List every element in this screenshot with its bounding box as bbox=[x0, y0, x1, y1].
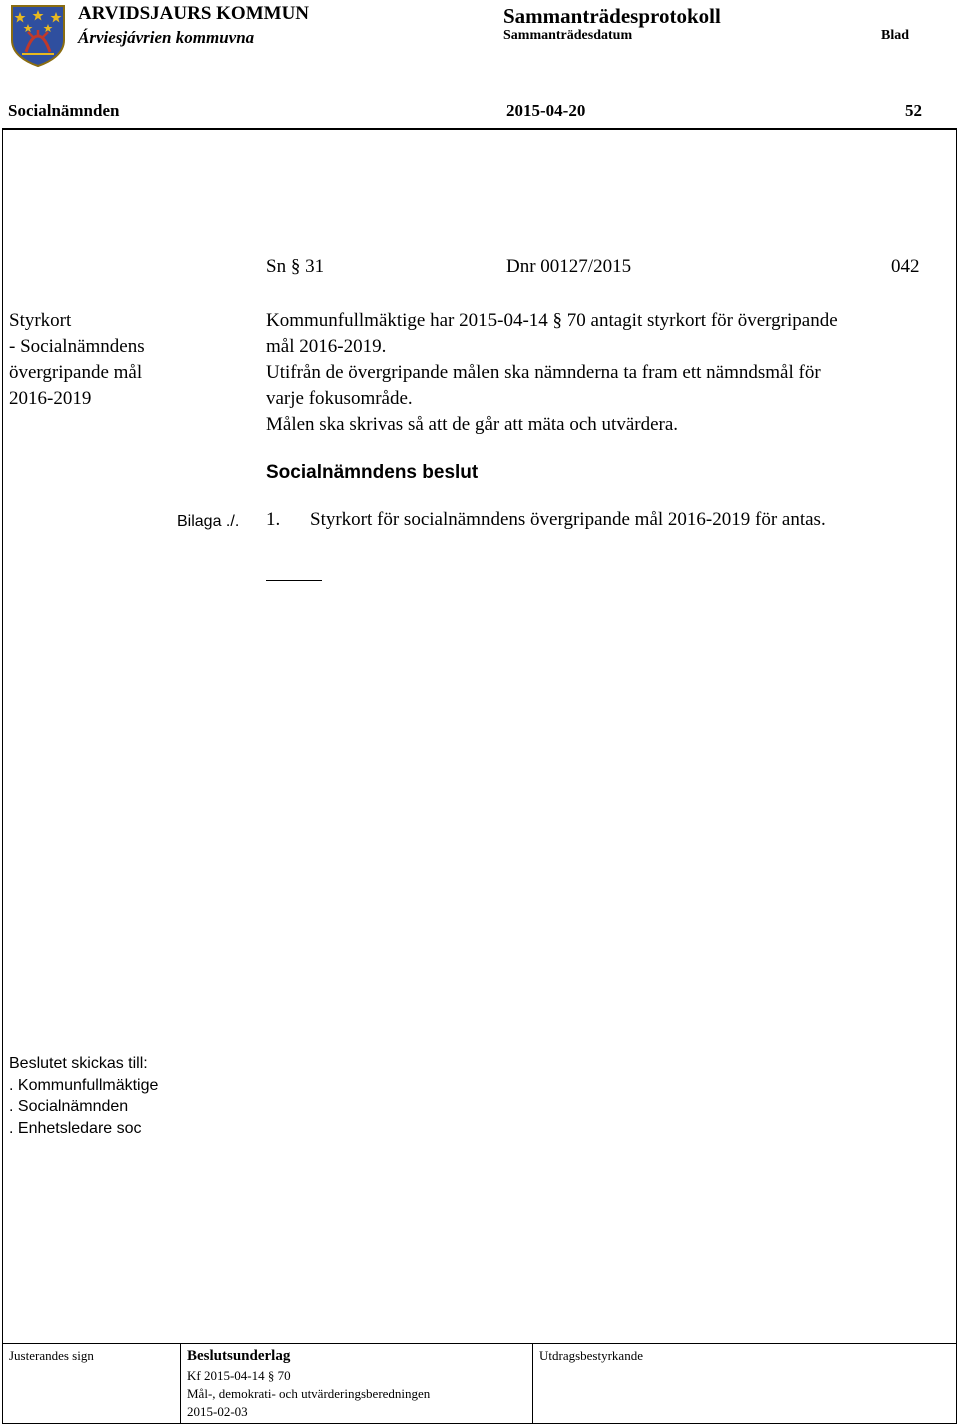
matter-title-line: - Socialnämndens bbox=[9, 336, 145, 357]
footer-column-divider bbox=[532, 1343, 533, 1424]
matter-title-line: Styrkort bbox=[9, 310, 72, 331]
matter-title-line: 2016-2019 bbox=[9, 388, 92, 409]
footer-divider bbox=[2, 1343, 957, 1344]
matter-title bbox=[9, 308, 145, 412]
decision-item-text: Styrkort för socialnämndens övergripande mål 2016-2019 för antas. bbox=[310, 509, 826, 530]
extract-certification-label: Utdragsbestyrkande bbox=[539, 1348, 643, 1363]
organization-name-sami: Árviesjávrien kommuvna bbox=[78, 28, 255, 47]
decision-basis-list bbox=[187, 1367, 430, 1421]
end-of-decision-rule bbox=[266, 580, 322, 581]
meeting-date-label: Sammanträdesdatum bbox=[503, 28, 633, 43]
decision-basis-line: Mål-, demokrati- och utvärderingsberedningen bbox=[187, 1386, 431, 1401]
description-line: Kommunfullmäktige har 2015-04-14 § 70 antagit styrkort för övergripande bbox=[266, 310, 838, 331]
decision-basis-line: Kf 2015-04-14 § 70 bbox=[187, 1368, 291, 1383]
footer-column-divider bbox=[180, 1343, 181, 1424]
section-number: Sn § 31 bbox=[266, 256, 325, 277]
distribution-recipient: . Enhetsledare soc bbox=[9, 1119, 142, 1137]
matter-description bbox=[266, 308, 838, 438]
signature-label: Justerandes sign bbox=[9, 1348, 94, 1363]
description-line: mål 2016-2019. bbox=[266, 336, 387, 357]
document-type: Sammanträdesprotokoll bbox=[503, 4, 721, 28]
decision-item-number: 1. bbox=[266, 509, 281, 530]
archive-code: 042 bbox=[891, 256, 920, 277]
distribution-list bbox=[9, 1053, 158, 1139]
distribution-heading: Beslutet skickas till: bbox=[9, 1055, 148, 1072]
attachment-reference: Bilaga ./. bbox=[177, 513, 240, 530]
committee-name: Socialnämnden bbox=[8, 101, 120, 120]
page-label: Blad bbox=[881, 28, 910, 43]
description-line: Målen ska skrivas så att de går att mäta och utvärdera. bbox=[266, 414, 679, 435]
matter-title-line: övergripande mål bbox=[9, 362, 143, 383]
case-number: Dnr 00127/2015 bbox=[506, 256, 632, 277]
decision-heading: Socialnämndens beslut bbox=[266, 462, 479, 483]
page-number: 52 bbox=[905, 101, 922, 120]
meeting-date: 2015-04-20 bbox=[506, 101, 586, 120]
organization-name: ARVIDSJAURS KOMMUN bbox=[78, 3, 310, 24]
protocol-frame-top-rule bbox=[2, 128, 957, 130]
decision-basis-line: 2015-02-03 bbox=[187, 1404, 248, 1419]
distribution-recipient: . Socialnämnden bbox=[9, 1098, 129, 1115]
description-line: Utifrån de övergripande målen ska nämnderna ta fram ett nämndsmål för bbox=[266, 362, 821, 383]
description-line: varje fokusområde. bbox=[266, 388, 413, 409]
distribution-recipient: . Kommunfullmäktige bbox=[9, 1076, 159, 1094]
municipality-coat-of-arms-icon bbox=[8, 2, 68, 68]
decision-basis-title: Beslutsunderlag bbox=[187, 1348, 291, 1364]
